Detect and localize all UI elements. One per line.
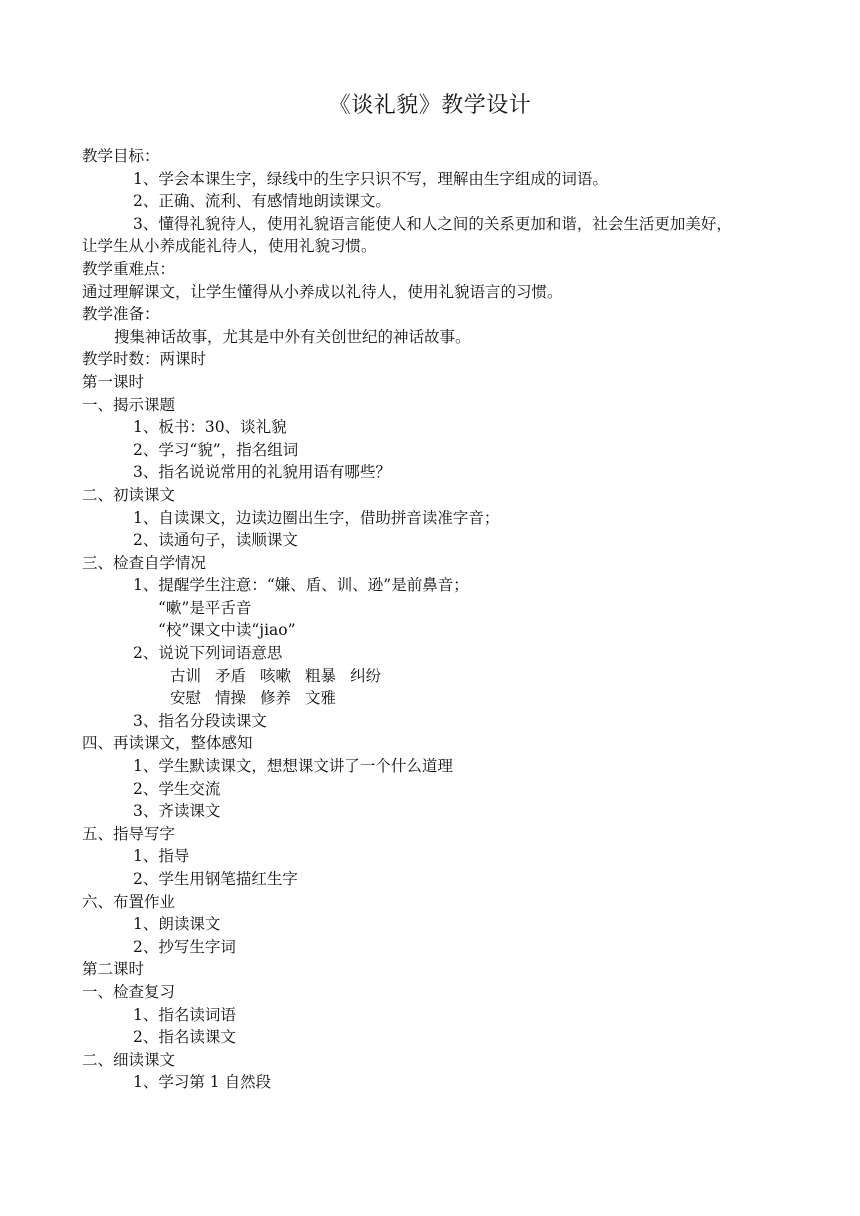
list-item: 2、学生交流 (133, 779, 221, 798)
word: 古训 (170, 666, 202, 685)
lesson-heading: 第二课时 (82, 960, 145, 979)
word: 咳嗽 (260, 666, 292, 685)
list-item-note: “嗽”是平舌音 (158, 598, 252, 617)
list-item: 1、提醒学生注意：“嫌、盾、训、逊”是前鼻音； (133, 576, 469, 595)
list-item: 3、指名分段读课文 (133, 711, 267, 730)
list-item: 1、指导 (133, 847, 190, 866)
word: 安慰 (170, 689, 202, 708)
list-item: 1、自读课文，边读边圈出生字，借助拼音读准字音； (133, 508, 500, 527)
goals-heading: 教学目标： (82, 147, 160, 165)
word: 修养 (260, 689, 292, 708)
word: 矛盾 (215, 666, 247, 685)
word: 纠纷 (350, 666, 382, 685)
goal-item: 3、懂得礼貌待人，使用礼貌语言能使人和人之间的关系更加和谐，社会生活更加美好， (133, 214, 732, 233)
section-heading: 一、揭示课题 (82, 395, 176, 414)
goal-item: 2、正确、流利、有感情地朗读课文。 (133, 192, 391, 211)
section-heading: 四、再读课文，整体感知 (82, 734, 253, 753)
list-item: 1、指名读词语 (133, 1005, 236, 1024)
list-item-note: “校”课文中读“jiao” (158, 621, 296, 640)
list-item: 1、朗读课文 (133, 915, 221, 934)
document-body (82, 145, 782, 1094)
page-title: 《谈礼貌》教学设计 (328, 93, 532, 118)
preparation-text: 搜集神话故事，尤其是中外有关创世纪的神话故事。 (114, 327, 471, 346)
list-item: 2、抄写生字词 (133, 937, 236, 956)
list-item: 2、读通句子，读顺课文 (133, 531, 298, 550)
section-heading: 一、检查复习 (82, 982, 176, 1001)
list-item: 1、学生默读课文，想想课文讲了一个什么道理 (133, 757, 453, 776)
word: 粗暴 (305, 666, 337, 685)
goal-item: 1、学会本课生字，绿线中的生字只识不写，理解由生字组成的词语。 (133, 169, 608, 188)
list-item: 2、说说下列词语意思 (133, 644, 283, 663)
word: 情操 (215, 689, 247, 708)
section-heading: 二、细读课文 (82, 1050, 176, 1069)
teaching-hours: 教学时数：两课时 (82, 350, 207, 369)
key-points-heading: 教学重难点： (82, 259, 176, 278)
section-heading: 五、指导写字 (82, 824, 176, 843)
section-heading: 三、检查自学情况 (82, 553, 207, 572)
word-list-row (82, 687, 782, 710)
list-item: 1、板书：30、谈礼貌 (133, 418, 287, 437)
word: 文雅 (305, 689, 337, 708)
preparation-heading: 教学准备： (82, 305, 160, 324)
list-item: 3、指名说说常用的礼貌用语有哪些？ (133, 463, 391, 482)
section-heading: 二、初读课文 (82, 485, 176, 504)
word-list-row (82, 665, 782, 688)
list-item: 1、学习第 1 自然段 (133, 1073, 272, 1092)
list-item: 2、指名读课文 (133, 1028, 236, 1047)
list-item: 2、学生用钢笔描红生字 (133, 870, 298, 888)
list-item: 3、齐读课文 (133, 802, 221, 821)
list-item: 2、学习“貌”，指名组词 (133, 440, 299, 459)
key-points-text: 通过理解课文，让学生懂得从小养成以礼待人，使用礼貌语言的习惯。 (82, 282, 563, 301)
goal-item-continuation: 让学生从小养成能礼待人，使用礼貌习惯。 (82, 237, 377, 256)
section-heading: 六、布置作业 (82, 892, 176, 911)
lesson-heading: 第一课时 (82, 372, 145, 391)
